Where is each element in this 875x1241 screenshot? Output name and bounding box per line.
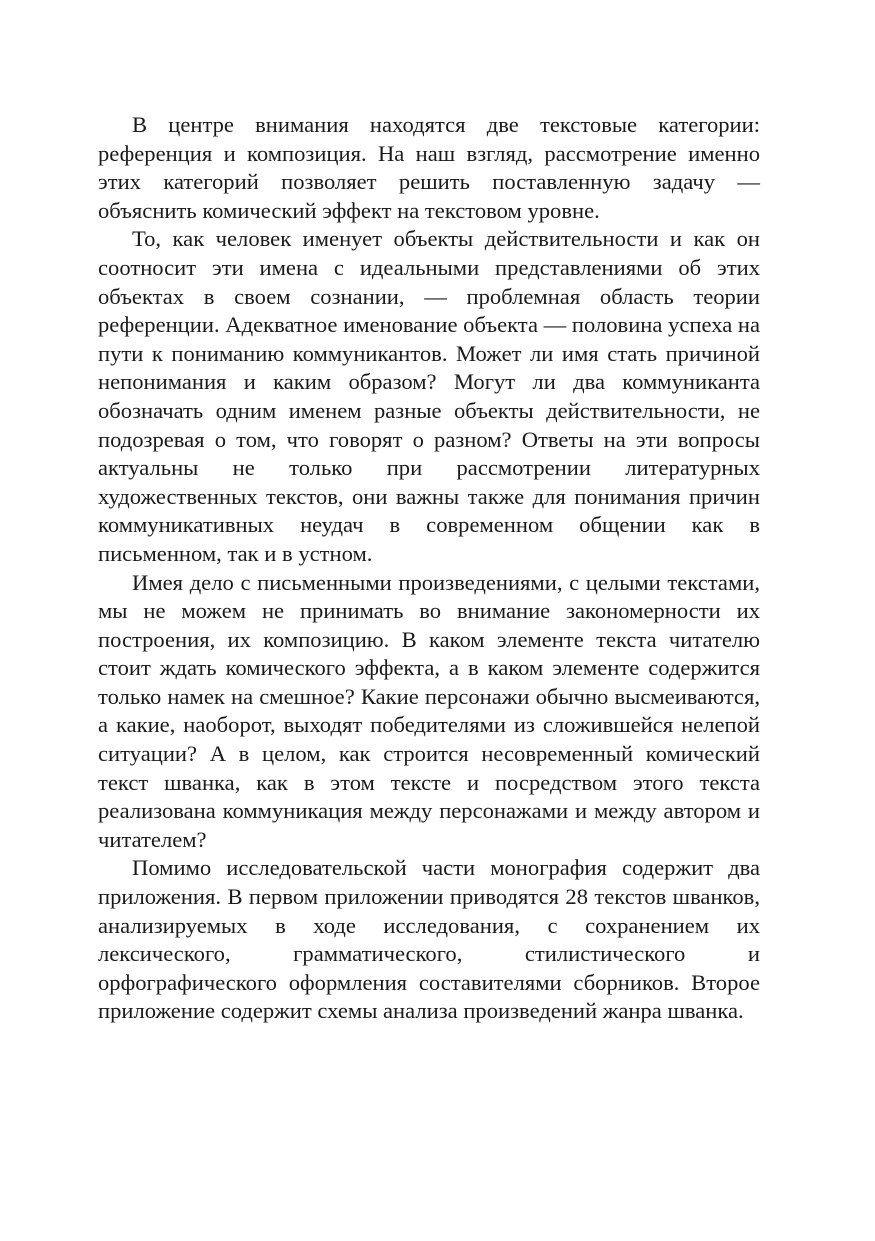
paragraph-1: В центре внимания находятся две текстовые категории: референция и композиция. На наш взгляд, рассмотрение именно этих категорий позволяет решить поставленную задачу — объяснить комический эффект на текстовом уровне.: [98, 112, 760, 223]
paragraph-3: Имея дело с письменными произведениями, с целыми текстами, мы не можем не принимать во внимание закономерности их построения, их композицию. В каком элементе текста читателю стоит ждать комического эффекта, а в каком элементе содержится только намек на смешное? Какие персонажи обычно высмеиваются, а какие, наоборот, выходят победителями из сложившейся нелепой ситуации? А в целом, как строится несовременный комический текст шванка, как в этом тексте и посредством этого текста реализована коммуникация между персонажами и между автором и читателем?: [98, 569, 760, 852]
paragraph-4: Помимо исследовательской части монография содержит два приложения. В первом приложении приводятся 28 текстов шванков, анализируемых в ходе исследования, с сохранением их лексического, грамматического, стилистического и орфографического оформления составителями сборников. Второе приложение содержит схемы анализа произведений жанра шванка.: [98, 855, 760, 1024]
paragraph-2: То, как человек именует объекты действительности и как он соотносит эти имена с идеальными представлениями об этих объектах в своем сознании, — проблемная область теории референции. Адекватное именование объекта — половина успеха на пути к пониманию коммуникантов. Может ли имя стать причиной непонимания и каким образом? Могут ли два коммуниканта обозначать одним именем разные объекты действительности, не подозревая о том, что говорят о разном? Ответы на эти вопросы актуальны не только при рассмотрении литературных художественных текстов, они важны также для понимания причин коммуникативных неудач в современном общении как в письменном, так и в устном.: [98, 226, 760, 566]
page-body: [98, 111, 760, 1026]
